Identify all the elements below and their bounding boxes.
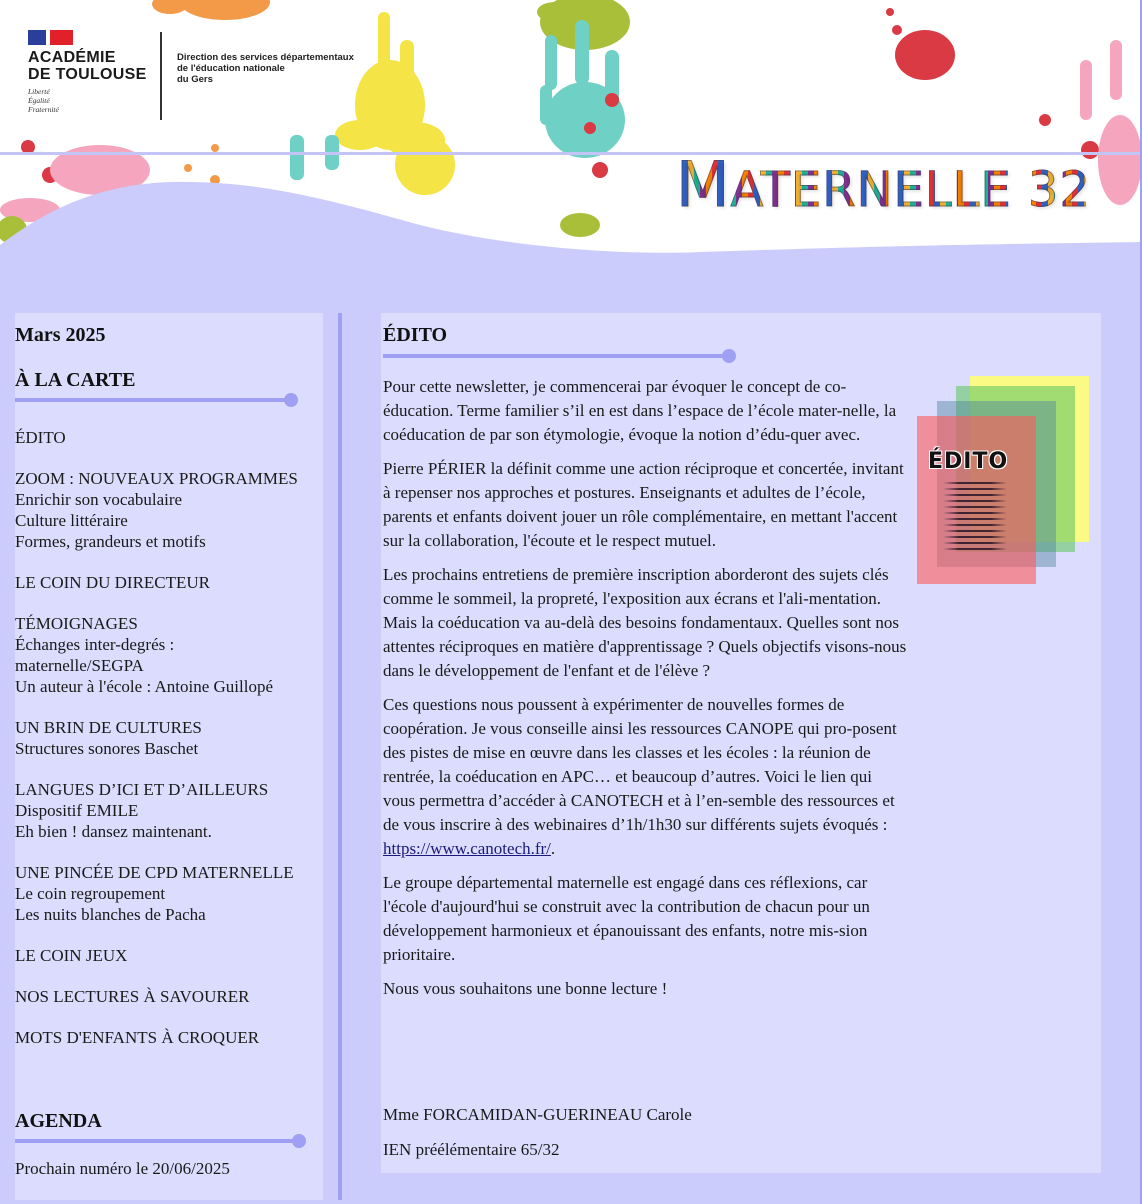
menu-item[interactable]: UN BRIN DE CULTURES [15,718,202,737]
menu-item[interactable]: ÉDITO [15,428,66,447]
academy-name: ACADÉMIE DE TOULOUSE [28,49,147,83]
article-paragraph: Nous vous souhaitons une bonne lecture ! [383,979,668,998]
table-of-contents [15,427,323,1068]
article-paragraph: Pierre PÉRIER la définit comme une action réciproque et concertée, invitant à repenser nos approches et postures. Enseignants et adultes de l’école, parents et enfants doivent jouer un rôle complémentaire, en mettant l'accent sur la collaboration, l'écoute et le respect mutuel. [383,459,904,550]
menu-group [15,862,323,925]
article-paragraph: Ces questions nous poussent à expérimenter de nouvelles formes de coopération. Je vous conseille ainsi les ressources CANOPE qui pro-posent des pistes de mise en œuvre dans les classes et les écoles : la réunion de rentrée, la coéducation en APC… et beaucoup d’autres. Voici le lien qui vous permettra d’accéder à CANOTECH et à l’en-semble des ressources et de vous inscrire à des webinaires d’1h/1h30 sur différents sujets évoqués : https://www.canotech.fr/. [383,695,897,858]
article-title: ÉDITO [383,324,448,346]
menu-group [15,945,323,966]
edito-article [383,375,908,1011]
logo-divider [160,32,162,120]
menu-subitem[interactable]: Dispositif EMILE [15,801,139,820]
menu-group [15,986,323,1007]
menu-group [15,779,323,842]
edito-illustration [917,376,1090,586]
title-underline [15,398,291,402]
menu-group [15,427,323,448]
title-underline [383,354,729,358]
menu-subitem[interactable]: Structures sonores Baschet [15,739,199,758]
academie-logo [28,30,147,114]
menu-group [15,1027,323,1048]
menu-title: À LA CARTE [15,369,136,391]
menu-subitem[interactable]: Formes, grandeurs et motifs [15,532,206,551]
menu-subitem[interactable]: Le coin regroupement [15,884,166,903]
menu-group [15,613,323,697]
next-issue-date: Prochain numéro le 20/06/2025 [15,1159,230,1178]
menu-item[interactable]: ZOOM : NOUVEAUX PROGRAMMES [15,469,298,488]
menu-subitem[interactable]: Enrichir son vocabulaire [15,490,183,509]
underline-dot-icon [284,393,298,407]
menu-subitem[interactable]: Culture littéraire [15,511,128,530]
text-lines-icon [943,482,1007,554]
issue-date: Mars 2025 [15,324,106,346]
article-paragraph: Le groupe départemental maternelle est engagé dans ces réflexions, car l'école d'aujourd'hui se construit avec la contribution de chacun pour un développement harmonieux et épanouissant des enfants, notre mis-sion prioritaire. [383,873,870,964]
menu-item[interactable]: UNE PINCÉE DE CPD MATERNELLE [15,863,294,882]
canotech-link[interactable]: https://www.canotech.fr/ [383,839,551,858]
menu-subitem[interactable]: Eh bien ! dansez maintenant. [15,822,212,841]
menu-item[interactable]: LANGUES D’ICI ET D’AILLEURS [15,780,269,799]
header-banner [0,0,1142,300]
marianne-flag-icon [28,30,147,45]
menu-subitem[interactable]: Échanges inter-degrés : [15,635,175,654]
menu-subitem[interactable]: maternelle/SEGPA [15,656,144,675]
signature-name: Mme FORCAMIDAN-GUERINEAU Carole [383,1105,692,1124]
motto: Liberté Égalité Fraternité [28,87,59,114]
article-paragraph: Les prochains entretiens de première inscription aborderont des sujets clés comme le sommeil, la propreté, l'exposition aux écrans et l'ali-mentation. Mais la coéducation va au-delà des besoins fondamentaux. Quelles sont nos attentes réciproques en matière d'apprentissage ? Quels objectifs visons-nous dans le développement de l'enfant et de l'élève ? [383,565,907,680]
menu-subitem[interactable]: Les nuits blanches de Pacha [15,905,206,924]
menu-group [15,572,323,593]
menu-item[interactable]: LE COIN JEUX [15,946,128,965]
menu-item[interactable]: LE COIN DU DIRECTEUR [15,573,211,592]
menu-group [15,717,323,759]
article-paragraph: Pour cette newsletter, je commencerai par évoquer le concept de co-éducation. Terme familier s’il en est dans l’espace de l’école mater-nelle, la coéducation de par son étymologie, évoque la notion d’édu-quer avec. [383,377,897,444]
newsletter-title: MATERNELLE 32 [676,150,1091,225]
edito-image-label: ÉDITO [928,449,1009,474]
menu-item[interactable]: TÉMOIGNAGES [15,614,138,633]
title-underline [15,1139,299,1143]
menu-item[interactable]: NOS LECTURES À SAVOURER [15,987,250,1006]
underline-dot-icon [722,349,736,363]
underline-dot-icon [292,1134,306,1148]
menu-subitem[interactable]: Un auteur à l'école : Antoine Guillopé [15,677,273,696]
agenda-title: AGENDA [15,1110,102,1132]
directorate-name: Direction des services départementaux de l'éducation nationale du Gers [177,52,354,85]
menu-group [15,468,323,552]
signature-role: IEN préélémentaire 65/32 [383,1140,560,1159]
menu-item[interactable]: MOTS D'ENFANTS À CROQUER [15,1028,260,1047]
column-divider [338,313,342,1200]
